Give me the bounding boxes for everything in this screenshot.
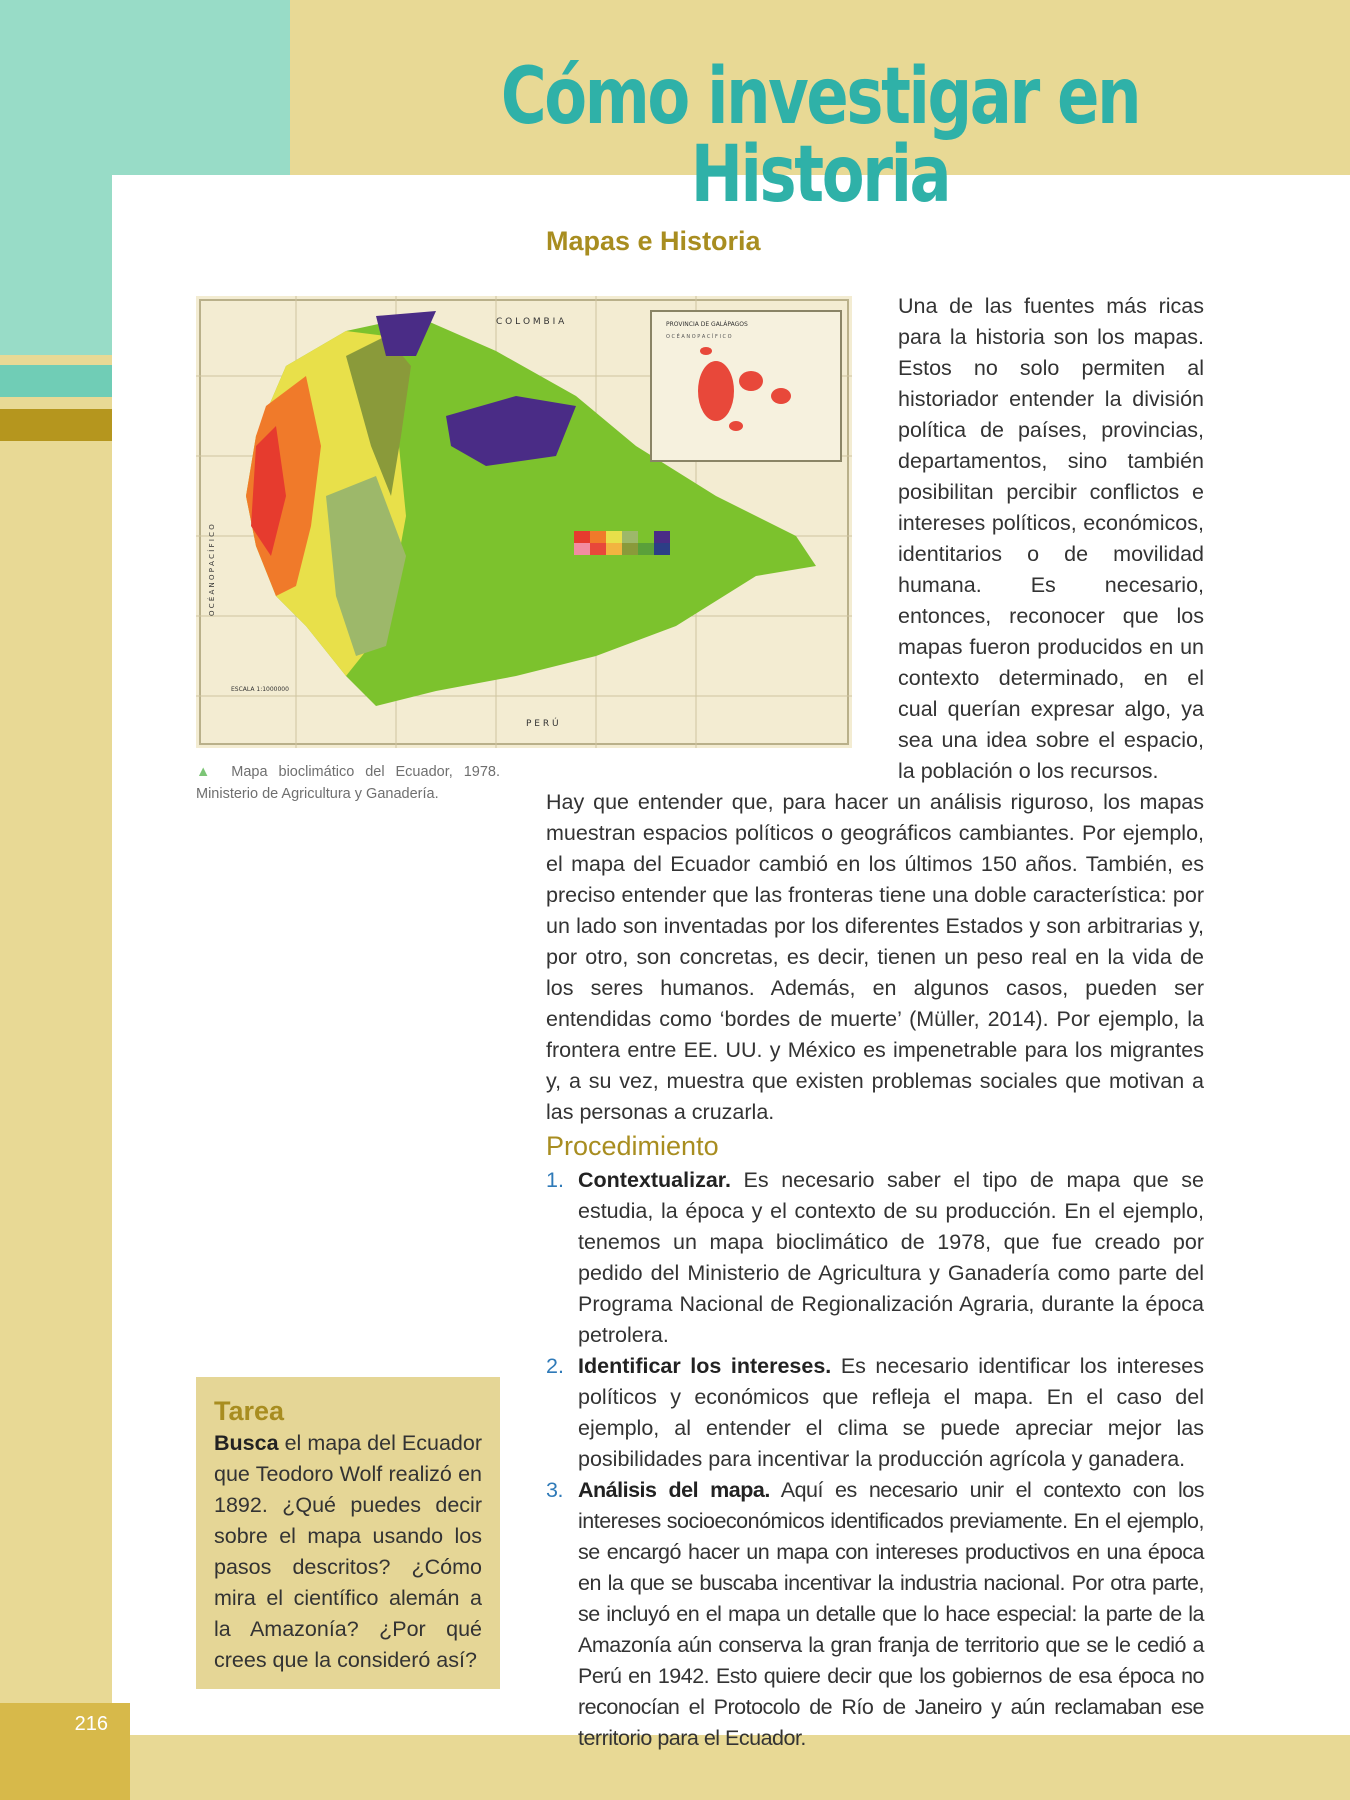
intro-paragraph: Una de las fuentes más ricas para la historia son los mapas. Estos no solo permiten al historiador entender la división política de países, provincias, departamentos, sino también posibilitan percibir conflictos e intereses políticos, económicos, identitarios o de movilidad humana. Es necesario, entonces, reconocer que los mapas fueron producidos en un contexto determinado, en el cual querían expresar algo, ya sea una idea sobre el espacio, la población o los recursos. — [898, 294, 1204, 783]
section-heading: Mapas e Historia — [546, 226, 761, 256]
body-paragraph: Hay que entender que, para hacer un análisis riguroso, los mapas muestran espacios políticos o geográficos cambiantes. Por ejemplo, el mapa del Ecuador cambió en los últimos 150 años. También, es preciso entender que las fronteras tiene una doble característica: por un lado son inventadas por los diferentes Estados y son arbitrarias y, por otro, son concretas, es decir, tienen un peso real en la vida de los seres humanos. Además, en algunos casos, pueden ser entendidas como ‘bordes de muerte’ (Müller, 2014). Por ejemplo, la frontera entre EE. UU. y México es impenetrable para los migrantes y, a su vez, muestra que existen problemas sociales que motivan a las personas a cruzarla. — [546, 790, 1204, 1124]
tarea-text — [214, 1428, 482, 1676]
map-caption — [196, 761, 500, 805]
map-label-pacific: O C É A N O P A C Í F I C O — [208, 524, 216, 616]
step-title: Identificar los intereses. — [578, 1354, 832, 1378]
step-number: 3. — [546, 1478, 563, 1502]
step-text: Es necesario saber el tipo de mapa que se estudia, la época y el contexto de su producción. En el ejemplo, tenemos un mapa bioclimático de 1978, que fue creado por pedido del Ministerio de Agricultura y Ganadería como parte del Programa Nacional de Regionalización Agraria, durante la época petrolera. — [578, 1168, 1204, 1347]
tarea-heading: Tarea — [214, 1396, 285, 1426]
map-legend — [574, 531, 670, 555]
left-teal-band — [0, 175, 112, 355]
step-text: Es necesario identificar los intereses políticos y económicos que refleja el mapa. En el caso del ejemplo, al entender el clima se puede apreciar mejor las posibilidades para incentivar la producción agrícola y ganadera. — [578, 1354, 1204, 1471]
map-label-peru: P E R Ú — [526, 719, 559, 729]
procedure-heading: Procedimiento — [546, 1131, 719, 1161]
procedure-step — [546, 1351, 1204, 1475]
left-stripe-gold — [0, 409, 112, 441]
galapagos-island — [698, 361, 734, 421]
galapagos-island — [739, 371, 763, 391]
map-scale-label: ESCALA 1:1000000 — [231, 686, 289, 693]
map-caption-text: Mapa bioclimático del Ecuador, 1978. Ministerio de Agricultura y Ganadería. — [196, 764, 500, 802]
galapagos-island — [729, 421, 743, 431]
step-number: 2. — [546, 1354, 564, 1378]
procedure-steps — [546, 1165, 1204, 1754]
left-stripe — [0, 355, 112, 365]
bioclimatic-map-image — [196, 296, 852, 748]
page-title: Cómo investigar en Historia — [500, 52, 1140, 220]
left-stripe-teal — [0, 365, 112, 397]
left-stripe — [0, 397, 112, 409]
procedure-step — [546, 1165, 1204, 1351]
step-text: Aquí es necesario unir el contexto con los intereses socioeconómicos identificados previamente. En el ejemplo, se encargó hacer un mapa con intereses productivos en una época en la que se buscaba incentivar la industria nacional. Por otra parte, se incluyó en el mapa un detalle que lo hace especial: la parte de la Amazonía aún conserva la gran franja de territorio que se le cedió a Perú en 1942. Esto quiere decir que los gobiernos de esa época no reconocían el Protocolo de Río de Janeiro y aún reclamaban ese territorio para el Ecuador. — [578, 1478, 1204, 1750]
procedure-step — [546, 1475, 1204, 1754]
step-number: 1. — [546, 1168, 564, 1192]
triangle-icon: ▲ — [196, 764, 218, 780]
inset-subtitle: O C É A N O P A C Í F I C O — [666, 334, 732, 340]
galapagos-island — [771, 388, 791, 404]
tarea-bold-lead: Busca — [214, 1431, 279, 1455]
galapagos-island — [700, 347, 712, 355]
tarea-body: el mapa del Ecuador que Teodoro Wolf realizó en 1892. ¿Qué puedes decir sobre el mapa usando los pasos descritos? ¿Cómo mira el científico alemán a la Amazonía? ¿Por qué crees que la consideró así? — [214, 1431, 482, 1672]
step-title: Contextualizar. — [578, 1168, 731, 1192]
step-title: Análisis del mapa. — [578, 1478, 770, 1502]
header-teal-block — [0, 0, 290, 175]
map-illustration — [196, 296, 852, 748]
inset-title: PROVINCIA DE GALÁPAGOS — [666, 321, 748, 328]
map-label-colombia: C O L O M B I A — [496, 317, 565, 327]
page-number: 216 — [74, 1713, 108, 1735]
